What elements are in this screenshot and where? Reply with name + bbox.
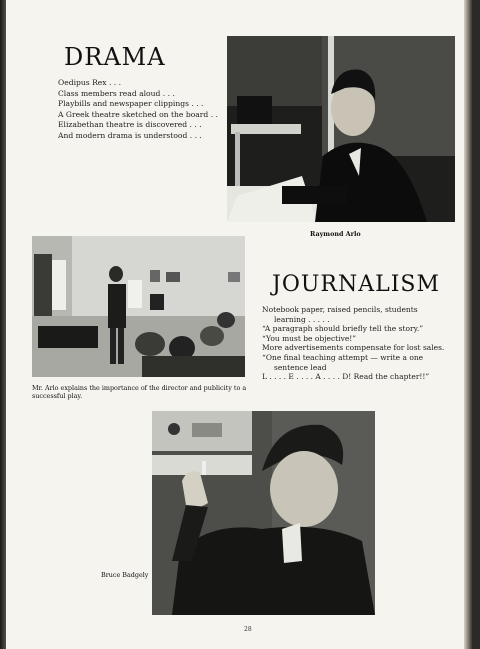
page-edge (464, 0, 472, 649)
classroom-photo (32, 236, 245, 377)
journalism-line: “A paragraph should briefly tell the story.” (262, 324, 424, 334)
journalism-text (262, 305, 452, 382)
drama-line: Playbills and newspaper clippings . . . (58, 99, 204, 109)
drama-text (58, 78, 218, 142)
drama-line: And modern drama is understood . . . (58, 130, 202, 140)
journalism-line: Notebook paper, raised pencils, students (262, 305, 418, 314)
teacher-portrait-photo (227, 36, 455, 222)
middle-photo-caption: Mr. Arlo explains the importance of the director and publicity to a successful play. (32, 384, 247, 400)
journalism-line: “One final teaching attempt — write a one (262, 352, 424, 362)
bottom-photo-caption: Bruce Badgely (101, 571, 149, 579)
page-number: 28 (244, 626, 252, 633)
journalism-line: learning . . . . . (274, 314, 330, 324)
drama-heading: DRAMA (64, 43, 166, 71)
journalism-line: More advertisements compensate for lost sales. (262, 343, 445, 353)
teacher-gesturing-photo (152, 411, 375, 615)
journalism-line: L . . . . E . . . . A . . . . D! Read the chapter!!” (262, 372, 430, 382)
drama-line: A Greek theatre sketched on the board . . (58, 109, 218, 119)
drama-line: Elizabethan theatre is discovered . . . (58, 120, 202, 130)
journalism-line: “You must be objective!” (262, 333, 357, 343)
drama-line: Class members read aloud . . . (58, 88, 175, 98)
journalism-line: sentence lead (274, 362, 327, 372)
drama-line: Oedipus Rex . . . (58, 78, 122, 87)
yearbook-page (6, 0, 472, 649)
journalism-heading: JOURNALISM (272, 272, 440, 297)
top-photo-caption: Raymond Arlo (310, 230, 361, 238)
